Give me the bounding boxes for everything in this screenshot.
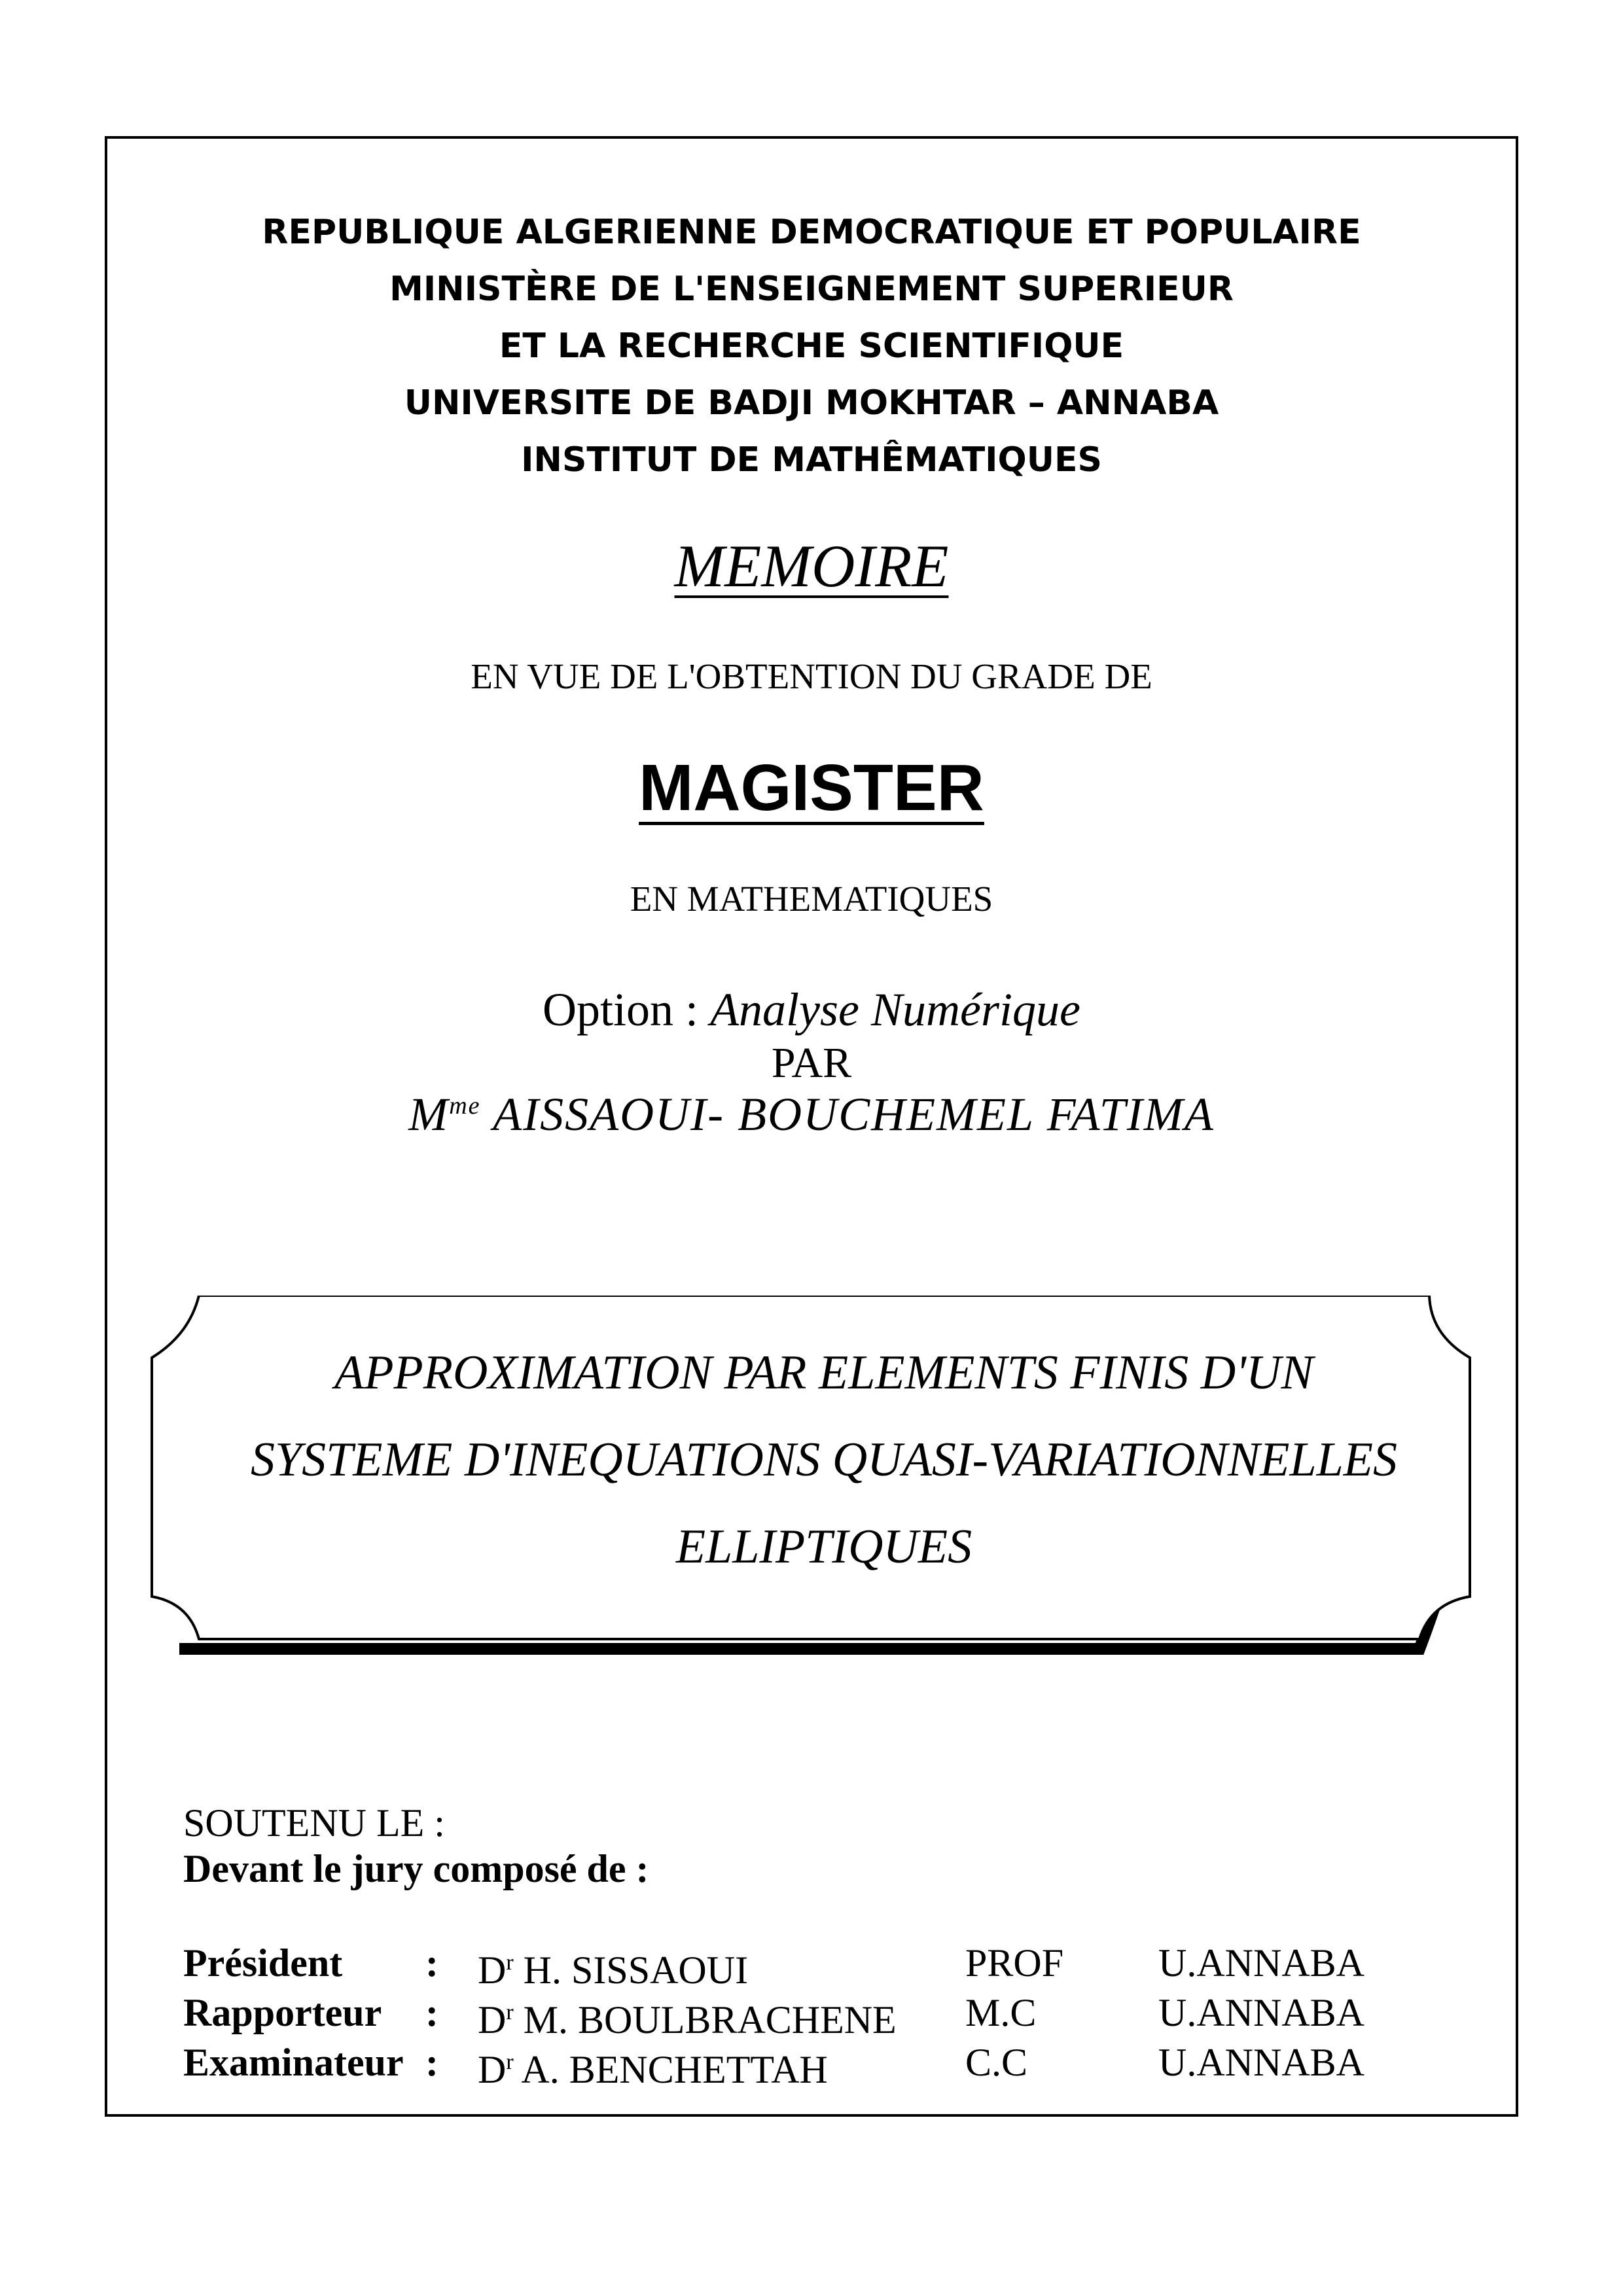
jury-role: Rapporteur bbox=[183, 1991, 382, 2034]
header-institute: INSTITUT DE MATHÊMATIQUES bbox=[521, 440, 1102, 480]
jury-university: U.ANNABA bbox=[1158, 1941, 1364, 1985]
jury-role: Président bbox=[183, 1941, 343, 1985]
degree-heading: MAGISTER bbox=[639, 751, 984, 824]
jury-colon: : bbox=[425, 1991, 438, 2034]
author-title: M bbox=[408, 1088, 450, 1140]
jury-intro: Devant le jury composé de : bbox=[183, 1847, 649, 1890]
defense-date-label: SOUTENU LE : bbox=[183, 1801, 445, 1845]
discipline-line: EN MATHEMATIQUES bbox=[630, 879, 993, 919]
author-title-sup: me bbox=[449, 1092, 481, 1120]
thesis-title-line-3: ELLIPTIQUES bbox=[675, 1520, 972, 1574]
memoire-heading: MEMOIRE bbox=[674, 533, 949, 599]
option-value: Analyse Numérique bbox=[710, 983, 1080, 1036]
jury-member-name: $D^r$ M. BOULBRACHENE bbox=[478, 1998, 897, 2041]
option-line bbox=[107, 983, 1516, 1037]
header-ministry: MINISTÈRE DE L'ENSEIGNEMENT SUPERIEUR bbox=[389, 270, 1234, 309]
thesis-title bbox=[127, 1330, 1521, 1591]
author-line bbox=[107, 1087, 1516, 1142]
jury-member-name: $D^r$ H. SISSAOUI bbox=[478, 1949, 749, 1992]
thesis-title-plaque bbox=[127, 1296, 1521, 1669]
jury-member-name: $D^r$ A. BENCHETTAH bbox=[478, 2048, 828, 2091]
jury-university: U.ANNABA bbox=[1158, 2041, 1364, 2084]
jury-grade: PROF bbox=[965, 1941, 1064, 1985]
option-label: Option : bbox=[543, 983, 699, 1036]
page-frame bbox=[105, 136, 1518, 2117]
author-name: AISSAOUI- BOUCHEMEL FATIMA bbox=[493, 1088, 1215, 1140]
jury-role: Examinateur bbox=[183, 2041, 404, 2084]
obtention-line: EN VUE DE L'OBTENTION DU GRADE DE bbox=[471, 656, 1152, 696]
jury-grade: C.C bbox=[965, 2041, 1028, 2084]
thesis-title-line-2: SYSTEME D'INEQUATIONS QUASI-VARIATIONNELLES bbox=[250, 1433, 1397, 1487]
header-research: ET LA RECHERCHE SCIENTIFIQUE bbox=[499, 327, 1124, 366]
thesis-title-line-1: APPROXIMATION PAR ELEMENTS FINIS D'UN bbox=[334, 1346, 1313, 1400]
jury-colon: : bbox=[425, 1941, 438, 1985]
header-republic: REPUBLIQUE ALGERIENNE DEMOCRATIQUE ET POPULAIRE bbox=[262, 213, 1361, 252]
jury-university: U.ANNABA bbox=[1158, 1991, 1364, 2034]
jury-grade: M.C bbox=[965, 1991, 1037, 2034]
institution-header bbox=[107, 204, 1516, 489]
header-university: UNIVERSITE DE BADJI MOKHTAR – ANNABA bbox=[404, 383, 1219, 423]
par-line: PAR bbox=[771, 1039, 852, 1087]
jury-colon: : bbox=[425, 2041, 438, 2084]
